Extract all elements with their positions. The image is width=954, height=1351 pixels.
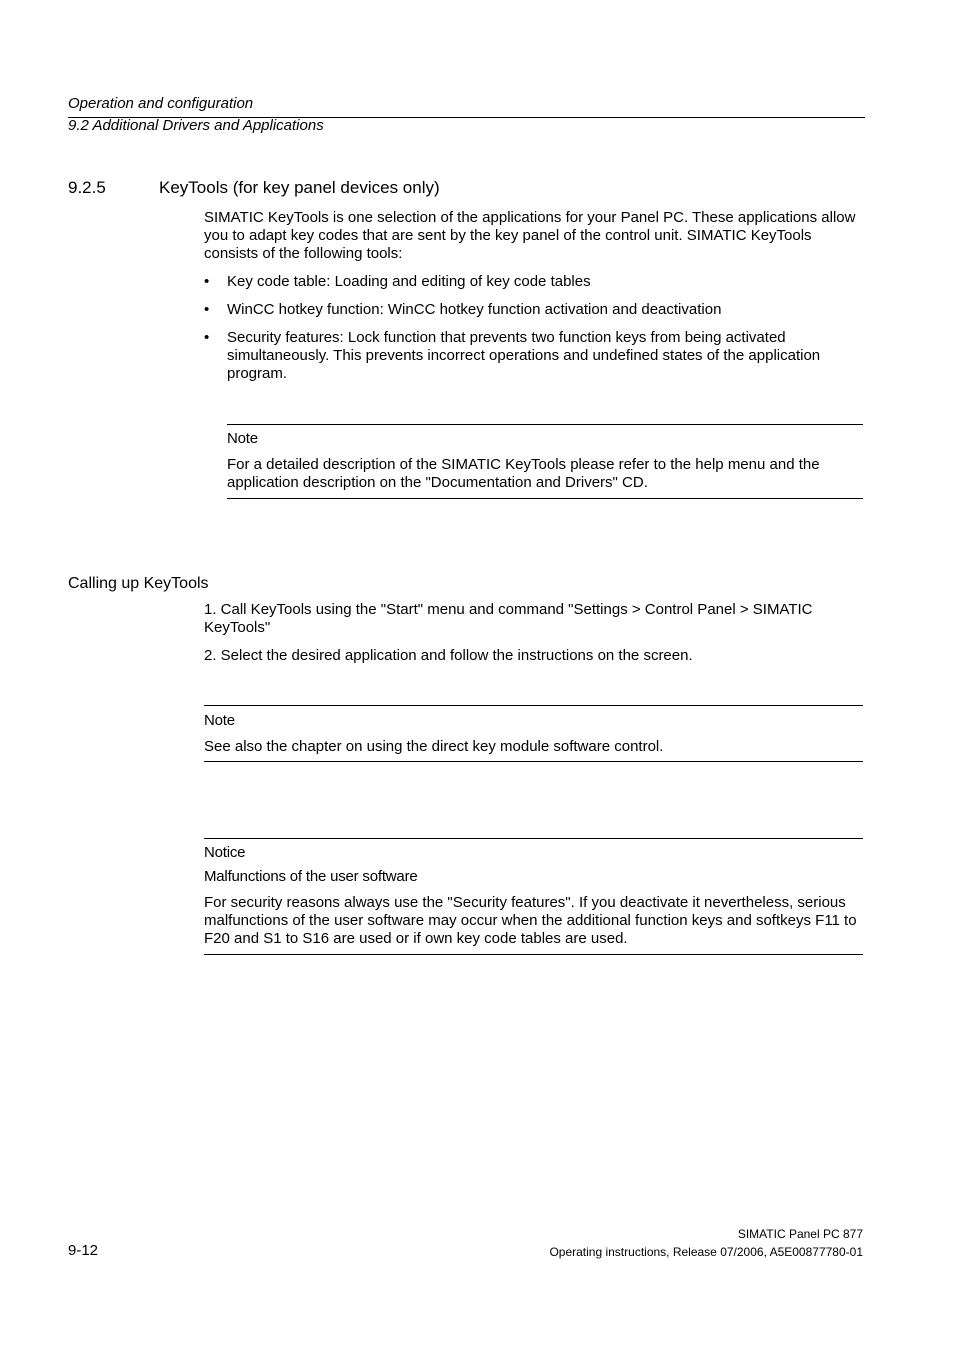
note-top-rule	[204, 705, 863, 706]
footer-product: SIMATIC Panel PC 877	[737, 1227, 863, 1241]
step-item: 1. Call KeyTools using the "Start" menu and command "Settings > Control Panel > SIMATIC KeyTools"	[204, 601, 813, 636]
note-title: Note	[204, 712, 235, 729]
bullet-item: Security features: Lock function that prevents two function keys from being activated simultaneously. This prevents incorrect operations and undefined states of the application program.	[227, 329, 821, 382]
note-bottom-rule	[227, 498, 863, 499]
section-number: 9.2.5	[68, 178, 106, 197]
notice-subtitle: Malfunctions of the user software	[204, 868, 418, 885]
page-number: 9-12	[68, 1242, 99, 1259]
note-bottom-rule	[204, 761, 863, 762]
footer-doc-info: Operating instructions, Release 07/2006, A5E00877780-01	[549, 1245, 863, 1259]
running-header-chapter: Operation and configuration	[68, 95, 254, 112]
bullet-marker: •	[204, 329, 210, 346]
notice-bottom-rule	[204, 954, 863, 955]
notice-top-rule	[204, 838, 863, 839]
bullet-item: WinCC hotkey function: WinCC hotkey function activation and deactivation	[227, 301, 722, 318]
subsection-heading: Calling up KeyTools	[68, 575, 209, 592]
step-item: 2. Select the desired application and follow the instructions on the screen.	[204, 647, 693, 664]
note-top-rule	[227, 424, 863, 425]
section-title: KeyTools (for key panel devices only)	[159, 178, 440, 197]
notice-text: For security reasons always use the "Security features". If you deactivate it nevertheless, serious malfunctions of the user software may occur when the additional function keys and softkeys F11 to F20 and S1 to S16 are used or if own key code tables are used.	[204, 894, 857, 947]
note-text: For a detailed description of the SIMATIC KeyTools please refer to the help menu and the application description on the "Documentation and Drivers" CD.	[227, 456, 820, 491]
bullet-marker: •	[204, 273, 210, 290]
bullet-marker: •	[204, 301, 210, 318]
bullet-item: Key code table: Loading and editing of key code tables	[227, 273, 591, 290]
note-title: Note	[227, 430, 258, 447]
intro-paragraph: SIMATIC KeyTools is one selection of the applications for your Panel PC. These applications allow you to adapt key codes that are sent by the key panel of the control unit. SIMATIC KeyTools consists of the following tools:	[204, 209, 856, 262]
notice-title: Notice	[204, 844, 246, 861]
running-header-section: 9.2 Additional Drivers and Applications	[68, 117, 324, 134]
note-text: See also the chapter on using the direct key module software control.	[204, 738, 664, 755]
